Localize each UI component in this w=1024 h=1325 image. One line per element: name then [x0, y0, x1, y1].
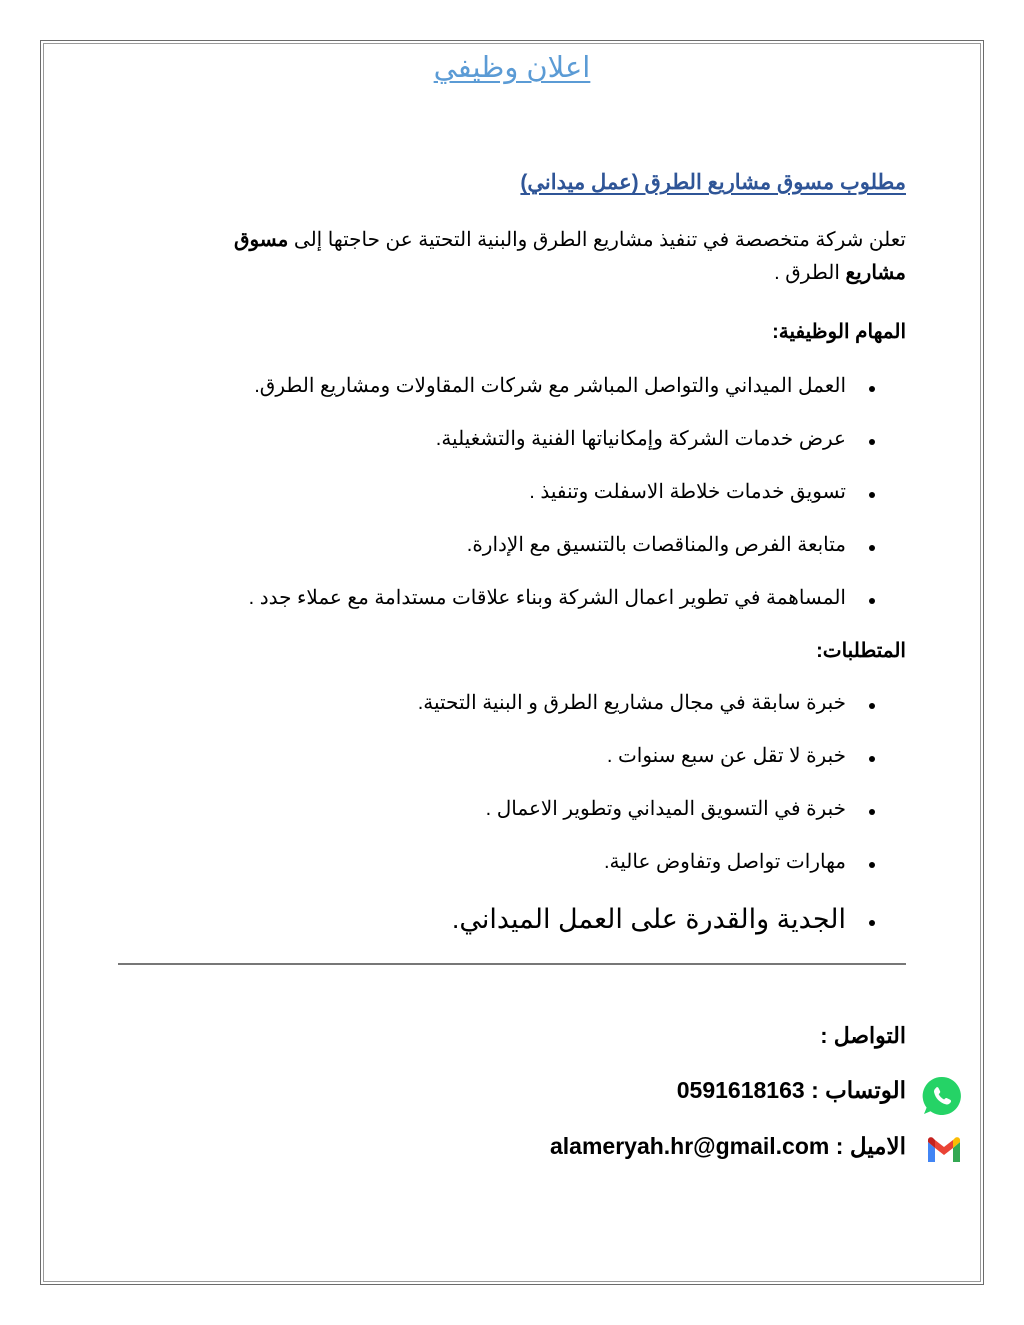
intro-text: تعلن شركة متخصصة في تنفيذ مشاريع الطرق والبنية التحتية عن حاجتها إلى: [293, 229, 906, 251]
whatsapp-row: [677, 1077, 906, 1104]
list-item: خبرة سابقة في مجال مشاريع الطرق و البنية التحتية.: [418, 690, 846, 743]
intro-paragraph: [186, 224, 906, 290]
whatsapp-number[interactable]: 0591618163: [676, 1077, 805, 1103]
email-separator: :: [835, 1133, 844, 1159]
email-address[interactable]: alameryah.hr@gmail.com: [549, 1133, 830, 1159]
whatsapp-icon: [921, 1075, 963, 1117]
page-title: اعلان وظيفي: [433, 52, 591, 84]
list-item: الجدية والقدرة على العمل الميداني.: [418, 902, 846, 955]
list-item: المساهمة في تطوير اعمال الشركة وبناء علاقات مستدامة مع عملاء جدد .: [249, 585, 846, 638]
whatsapp-label: الوتساب: [825, 1077, 906, 1103]
whatsapp-separator: :: [811, 1077, 819, 1103]
intro-end: الطرق .: [774, 262, 840, 284]
list-item: خبرة في التسويق الميداني وتطوير الاعمال .: [418, 796, 846, 849]
list-item: العمل الميداني والتواصل المباشر مع شركات المقاولات ومشاريع الطرق.: [249, 373, 846, 426]
list-item: متابعة الفرص والمناقصات بالتنسيق مع الإدارة.: [249, 532, 846, 585]
list-item: خبرة لا تقل عن سبع سنوات .: [418, 743, 846, 796]
intro-bold: مسوق مشاريع: [233, 229, 906, 284]
contact-label: التواصل :: [820, 1023, 906, 1048]
requirements-label: المتطلبات:: [816, 640, 906, 662]
divider: [118, 963, 906, 965]
email-row: [550, 1133, 906, 1160]
email-label: الاميل: [849, 1133, 906, 1159]
list-item: عرض خدمات الشركة وإمكانياتها الفنية والتشغيلية.: [249, 426, 846, 479]
duties-list: [249, 373, 846, 638]
list-item: تسويق خدمات خلاطة الاسفلت وتنفيذ .: [249, 479, 846, 532]
job-heading: مطلوب مسوق مشاريع الطرق (عمل ميداني): [520, 171, 906, 194]
duties-label: المهام الوظيفية:: [772, 321, 906, 343]
requirements-list: [418, 690, 846, 955]
list-item: مهارات تواصل وتفاوض عالية.: [418, 849, 846, 902]
gmail-icon: [926, 1136, 962, 1164]
